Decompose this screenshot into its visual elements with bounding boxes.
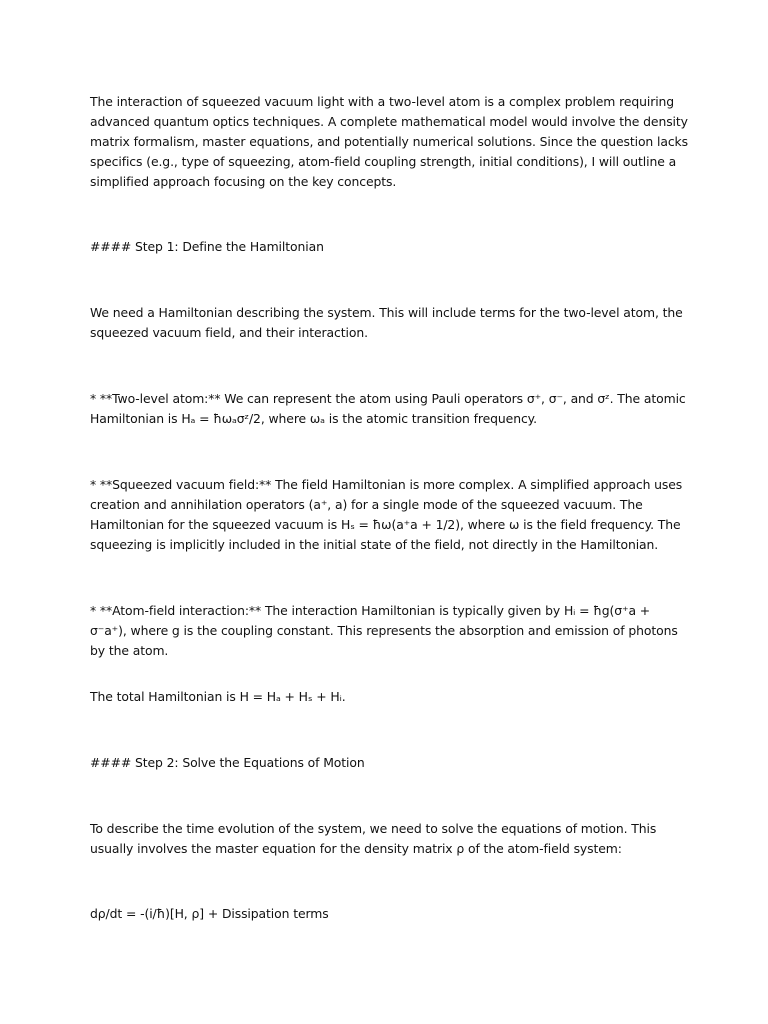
atom-field-interaction-paragraph: * **Atom-field interaction:** The interaction Hamiltonian is typically given by Hᵢ = ħg(σ⁺a + σ⁻a⁺), where g is the coupling constant. This represents the absorption and emission of photons by the atom. bbox=[90, 603, 678, 658]
total-hamiltonian-paragraph: The total Hamiltonian is H = Hₐ + Hₛ + Hᵢ. bbox=[90, 689, 346, 704]
step1-heading: #### Step 1: Define the Hamiltonian bbox=[90, 239, 324, 254]
master-equation: dρ/dt = -(i/ħ)[H, ρ] + Dissipation terms bbox=[90, 906, 329, 921]
two-level-atom-paragraph: * **Two-level atom:** We can represent the atom using Pauli operators σ⁺, σ⁻, and σᶻ. The atomic Hamiltonian is Hₐ = ħωₐσᶻ/2, where ωₐ is the atomic transition frequency. bbox=[90, 391, 686, 426]
intro-paragraph: The interaction of squeezed vacuum light with a two-level atom is a complex problem requiring advanced quantum optics techniques. A complete mathematical model would involve the density matrix formalism, master equations, and potentially numerical solutions. Since the question lacks specifics (e.g., type of squeezing, atom-field coupling strength, initial conditions), I will outline a simplified approach focusing on the key concepts. bbox=[90, 94, 688, 189]
hamiltonian-intro-paragraph: We need a Hamiltonian describing the system. This will include terms for the two-level atom, the squeezed vacuum field, and their interaction. bbox=[90, 305, 683, 340]
time-evolution-paragraph: To describe the time evolution of the system, we need to solve the equations of motion. This usually involves the master equation for the density matrix ρ of the atom-field system: bbox=[90, 821, 657, 856]
squeezed-field-paragraph: * **Squeezed vacuum field:** The field Hamiltonian is more complex. A simplified approach uses creation and annihilation operators (a⁺, a) for a single mode of the squeezed vacuum. The Hamiltonian for the squeezed vacuum is Hₛ = ħω(a⁺a + 1/2), where ω is the field frequency. The squeezing is implicitly included in the initial state of the field, not directly in the Hamiltonian. bbox=[90, 477, 683, 552]
step2-heading: #### Step 2: Solve the Equations of Motion bbox=[90, 755, 365, 770]
